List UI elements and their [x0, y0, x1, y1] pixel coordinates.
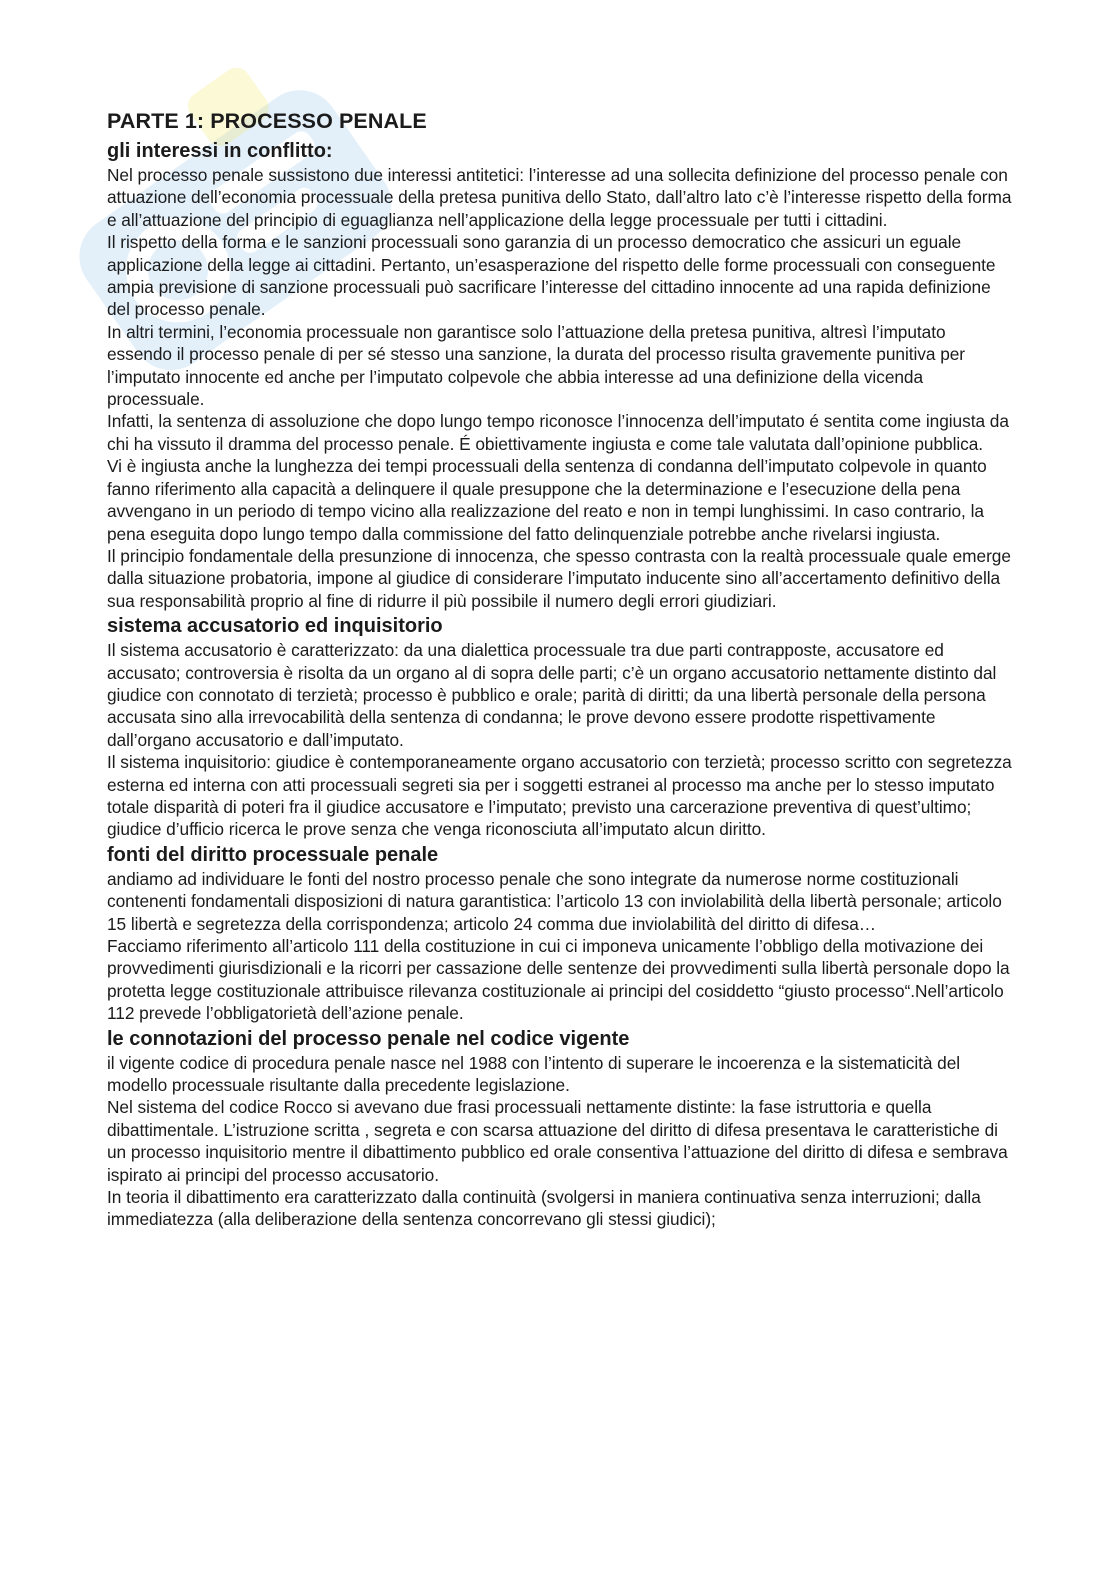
section-heading: fonti del diritto processuale penale	[107, 843, 439, 866]
paragraph: Infatti, la sentenza di assoluzione che dopo lungo tempo riconosce l’innocenza dell’imputato é sentita come ingiusta da chi ha vissuto il dramma del processo penale. É obiettivamente ingiusta e come tale valutata dall’opinione pubblica.	[107, 411, 1009, 454]
page-title: PARTE 1: PROCESSO PENALE	[107, 109, 427, 133]
paragraph: Il sistema accusatorio è caratterizzato: da una dialettica processuale tra due parti contrapposte, accusatore ed accusato; controversia è risolta da un organo al di sopra delle parti; c’è un organo accusatorio nettamente distinto dal giudice con connotato di terzietà; processo è pubblico e orale; parità di diritti; da una libertà personale della persona accusata sino alla irrevocabilità della sentenza di condanna; le prove devono essere prodotte rispettivamente dall’organo accusatorio e dall’imputato.	[107, 640, 997, 750]
paragraph: Vi è ingiusta anche la lunghezza dei tempi processuali della sentenza di condanna dell’imputato colpevole in quanto fanno riferimento alla capacità a delinquere il quale presuppone che la determinazione e l’esecuzione della pena avvengano in un periodo di tempo vicino alla realizzazione del reato e non in tempi lunghissimi. In caso contrario, la pena eseguita dopo lungo tempo dalla commissione del fatto delinquenziale potrebbe anche rivelarsi ingiusta.	[107, 456, 987, 544]
paragraph: il vigente codice di procedura penale nasce nel 1988 con l’intento di superare le incoerenza e la sistematicità del modello processuale risultante dalla precedente legislazione.	[107, 1052, 961, 1096]
section-heading: sistema accusatorio ed inquisitorio	[107, 615, 443, 638]
document-page	[107, 108, 1012, 1231]
paragraph: Il rispetto della forma e le sanzioni processuali sono garanzia di un processo democratico che assicuri un eguale applicazione della legge ai cittadini. Pertanto, un’esasperazione del rispetto delle forme processuali con conseguente ampia previsione di sanzione processuali può sacrificare l’interesse del cittadino innocente ad una rapida definizione del processo penale.	[107, 232, 996, 320]
paragraph: Facciamo riferimento all’articolo 111 della costituzione in cui ci imponeva unicamente l’obbligo della motivazione dei provvedimenti giurisdizionali e la ricorri per cassazione delle sentenze dei provvedimenti sulla libertà personale dopo la protetta legge costituzionale attribuisce rilevanza costituzionale ai principi del cosiddetto “giusto processo“.Nell’articolo 112 prevede l’obbligatorietà dell’azione penale.	[107, 936, 1010, 1024]
paragraph: In teoria il dibattimento era caratterizzato dalla continuità (svolgersi in maniera continuativa senza interruzioni; dalla immediatezza (alla deliberazione della sentenza concorrevano gli stessi giudici);	[107, 1187, 981, 1230]
paragraph: Il principio fondamentale della presunzione di innocenza, che spesso contrasta con la realtà processuale quale emerge dalla situazione probatoria, impone al giudice di considerare l’imputato inducente sino all’accertamento definitivo della sua responsabilità proprio al fine di ridurre il più possibile il numero degli errori giudiziari.	[107, 545, 1011, 611]
paragraph: Il sistema inquisitorio: giudice è contemporaneamente organo accusatorio con terzietà; processo scritto con segretezza esterna ed interna con atti processuali segreti sia per i soggetti estranei al processo ma anche per lo stesso imputato totale disparità di poteri fra il giudice accusatore e l’imputato; previsto una carcerazione preventiva di quest’ultimo; giudice d’ufficio ricerca le prove senza che venga riconosciuta all’imputato alcun diritto.	[107, 752, 1012, 840]
paragraph: In altri termini, l’economia processuale non garantisce solo l’attuazione della pretesa punitiva, altresì l’imputato essendo il processo penale di per sé stesso una sanzione, la durata del processo risulta gravemente punitiva per l’imputato innocente ed anche per l’imputato colpevole che abbia interesse ad una definizione della vicenda processuale.	[107, 321, 966, 410]
paragraph: Nel processo penale sussistono due interessi antitetici: l’interesse ad una sollecita definizione del processo penale con attuazione dell’economia processuale della pretesa punitiva dello Stato, dall’altro lato c’è l’interesse rispetto della forma e all’attuazione del principio di eguaglianza nell’applicazione della legge processuale per tutti i cittadini.	[107, 165, 1012, 230]
paragraph: Nel sistema del codice Rocco si avevano due frasi processuali nettamente distinte: la fase istruttoria e quella dibattimentale. L’istruzione scritta , segreta e con scarsa attuazione del diritto di difesa presentava le caratteristiche di un processo inquisitorio mentre il dibattimento pubblico ed orale consentiva l’attuazione del diritto di difesa e sembrava ispirato ai principi del processo accusatorio.	[107, 1097, 1008, 1185]
section-heading: gli interessi in conflitto:	[107, 140, 333, 162]
paragraph: andiamo ad individuare le fonti del nostro processo penale che sono integrate da numerose norme costituzionali contenenti fondamentali disposizioni di natura garantistica: l’articolo 13 con inviolabilità della libertà personale; articolo 15 libertà e segretezza della corrispondenza; articolo 24 comma due inviolabilità del diritto di difesa…	[107, 868, 1002, 934]
section-heading: le connotazioni del processo penale nel codice vigente	[107, 1027, 630, 1050]
